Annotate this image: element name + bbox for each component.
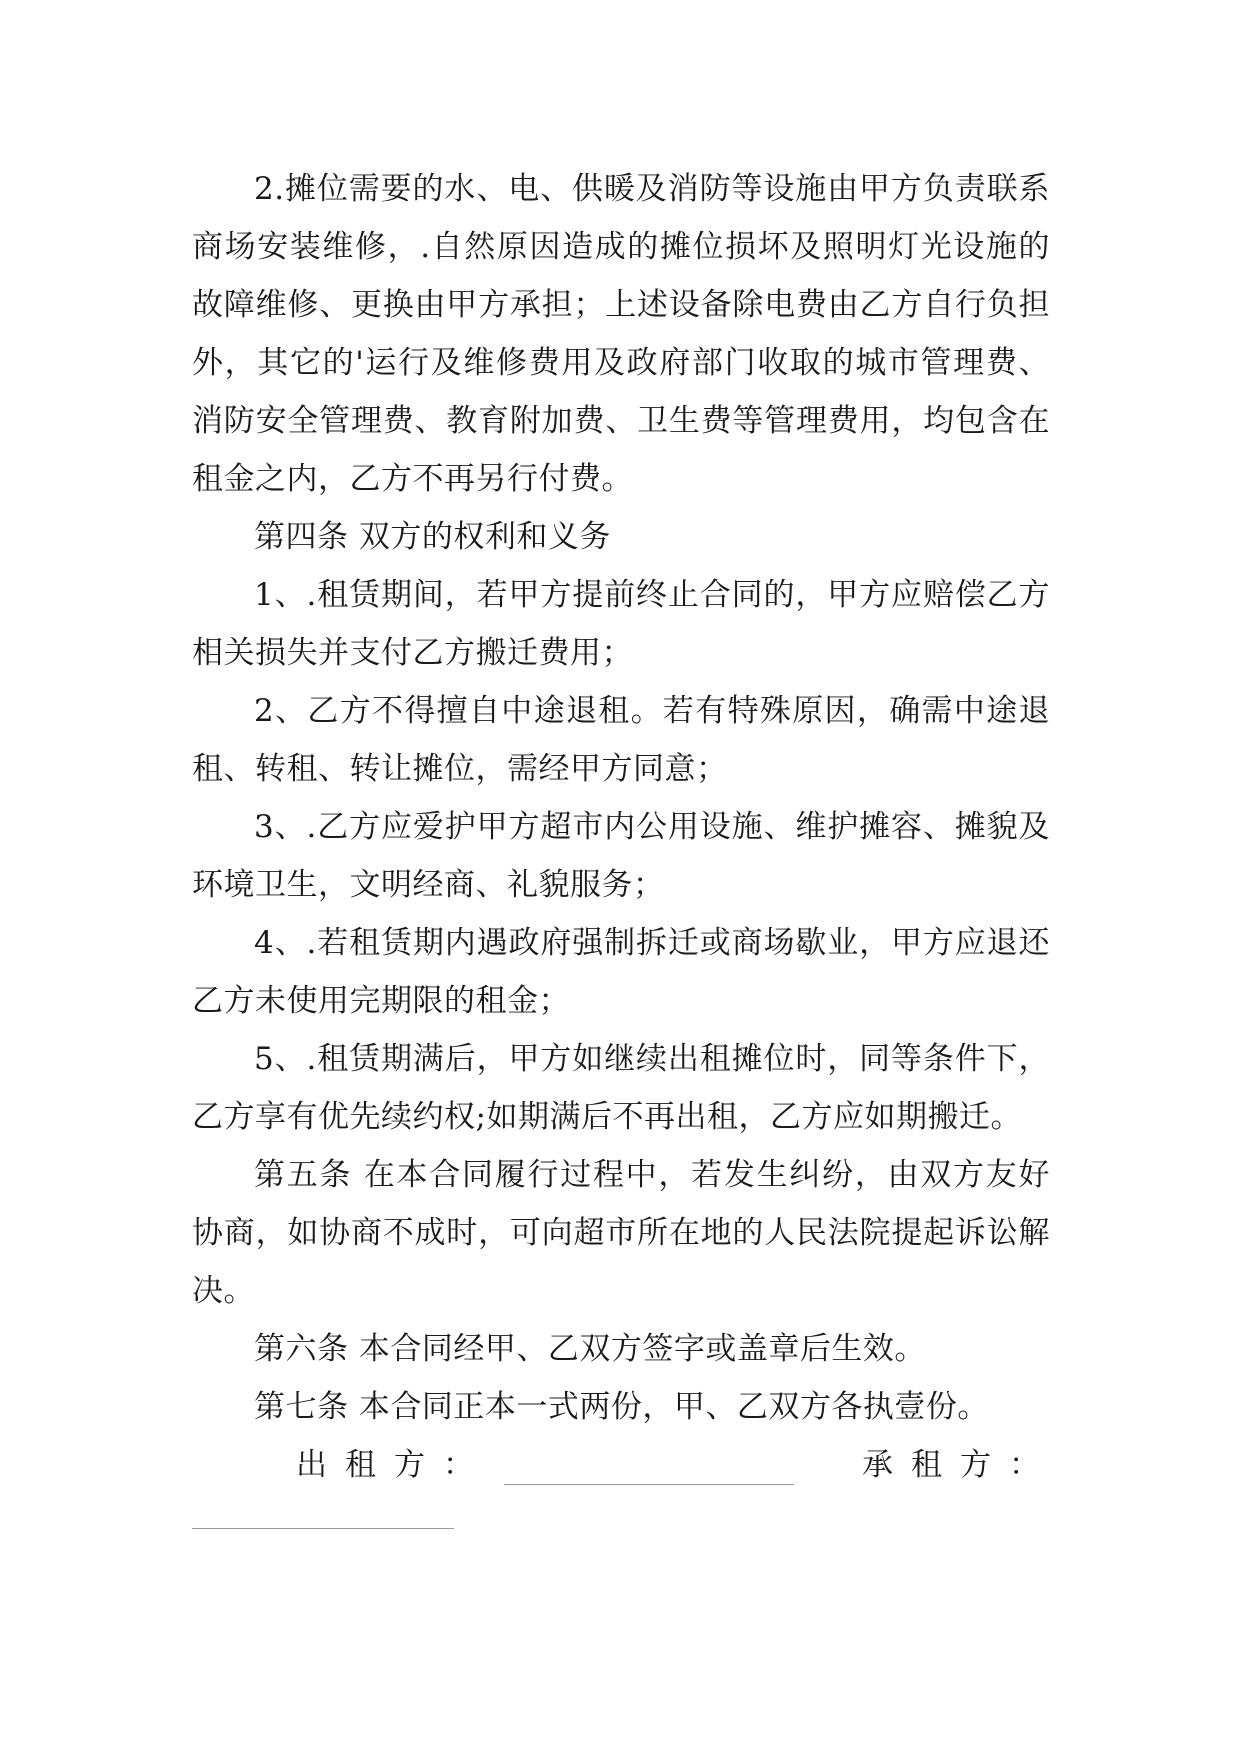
lessee-label: 承租方： [862, 1447, 1058, 1483]
clause-4-1: 1、.租赁期间，若甲方提前终止合同的，甲方应赔偿乙方相关损失并支付乙方搬迁费用； [192, 577, 1050, 671]
clause-4-5: 5、.租赁期满后，甲方如继续出租摊位时，同等条件下，乙方享有优先续约权;如期满后不再出租，乙方应如期搬迁。 [192, 1041, 1050, 1135]
clause-4-3: 3、.乙方应爱护甲方超市内公用设施、维护摊容、摊貌及环境卫生，文明经商、礼貌服务； [192, 809, 1050, 903]
heading-article-4: 第四条 双方的权利和义务 [254, 519, 611, 555]
lessor-signature-line [504, 1484, 794, 1485]
lessor-label: 出租方： [296, 1447, 492, 1483]
lessee-signature-line [192, 1528, 454, 1529]
document-body [192, 160, 1058, 1494]
clause-4-2: 2、乙方不得擅自中途退租。若有特殊原因，确需中途退租、转租、转让摊位，需经甲方同意； [192, 693, 1050, 787]
article-7: 第七条 本合同正本一式两份，甲、乙双方各执壹份。 [254, 1389, 989, 1425]
article-6: 第六条 本合同经甲、乙双方签字或盖章后生效。 [254, 1331, 926, 1367]
clause-4-4: 4、.若租赁期内遇政府强制拆迁或商场歇业，甲方应退还乙方未使用完期限的租金； [192, 925, 1050, 1019]
paragraph-facilities: 2.摊位需要的水、电、供暖及消防等设施由甲方负责联系商场安装维修，.自然原因造成的摊位损坏及照明灯光设施的故障维修、更换由甲方承担；上述设备除电费由乙方自行负担外，其它的'运行及维修费用及政府部门收取的城市管理费、消防安全管理费、教育附加费、卫生费等管理费用，均包含在租金之内，乙方不再另行付费。 [192, 171, 1050, 497]
article-5: 第五条 在本合同履行过程中，若发生纠纷，由双方友好协商，如协商不成时，可向超市所在地的人民法院提起诉讼解决。 [192, 1157, 1050, 1309]
signature-block [192, 1436, 1058, 1494]
